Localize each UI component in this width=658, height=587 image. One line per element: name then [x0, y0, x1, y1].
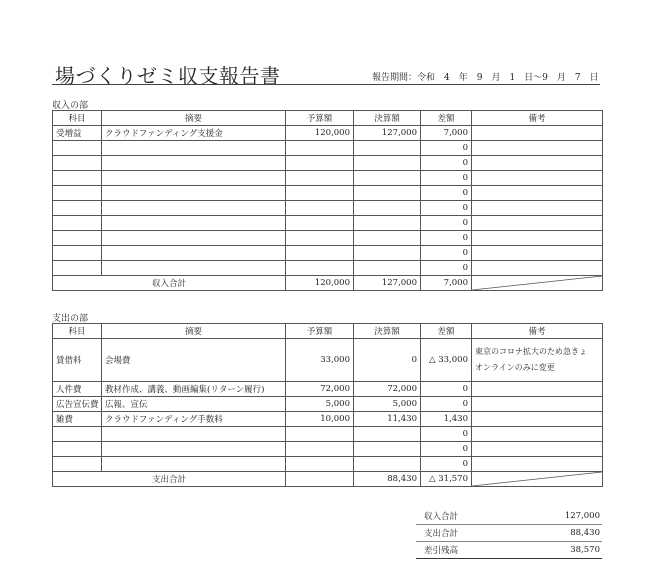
- cell-difference: 0: [421, 397, 472, 412]
- cell-difference: 0: [421, 261, 472, 276]
- cell-difference: 1,430: [421, 412, 472, 427]
- cell-account: [53, 457, 102, 472]
- cell-actual: [354, 457, 421, 472]
- table-row: [53, 442, 603, 457]
- cell-account: [53, 231, 102, 246]
- col-header-actual: 決算額: [354, 324, 421, 339]
- cell-difference: △ 33,000: [421, 339, 472, 382]
- cell-difference: 0: [421, 141, 472, 156]
- cell-difference: 0: [421, 186, 472, 201]
- income-total-actual: 127,000: [354, 276, 421, 291]
- cell-actual: 127,000: [354, 126, 421, 141]
- summary-balance-row: [416, 542, 602, 559]
- cell-budget: [286, 457, 354, 472]
- income-total-label: 収入合計: [53, 276, 286, 291]
- cell-account: [53, 186, 102, 201]
- balance-summary: [416, 508, 602, 559]
- cell-account: [53, 201, 102, 216]
- cell-budget: 120,000: [286, 126, 354, 141]
- income-section-label: 収入の部: [52, 101, 89, 111]
- cell-account: 受増益: [53, 126, 102, 141]
- cell-actual: [354, 186, 421, 201]
- cell-account: [53, 156, 102, 171]
- table-row: [53, 171, 603, 186]
- col-header-budget: 予算額: [286, 111, 354, 126]
- cell-account: [53, 141, 102, 156]
- cell-budget: [286, 246, 354, 261]
- cell-description: [102, 171, 286, 186]
- cell-account: 雑費: [53, 412, 102, 427]
- table-row: [53, 427, 603, 442]
- cell-remarks: [472, 457, 603, 472]
- cell-budget: [286, 141, 354, 156]
- report-title: 場づくりゼミ収支報告書: [55, 64, 281, 88]
- cell-difference: 0: [421, 382, 472, 397]
- cell-difference: 0: [421, 231, 472, 246]
- cell-account: [53, 246, 102, 261]
- expense-total-label: 支出合計: [53, 472, 286, 487]
- cell-remarks: [472, 246, 603, 261]
- table-row: [53, 382, 603, 397]
- cell-description: [102, 457, 286, 472]
- expense-table: [52, 323, 603, 487]
- cell-remarks: [472, 201, 603, 216]
- cell-difference: 0: [421, 457, 472, 472]
- cell-budget: [286, 186, 354, 201]
- col-header-remarks: 備考: [472, 111, 603, 126]
- cell-budget: [286, 156, 354, 171]
- cell-actual: 72,000: [354, 382, 421, 397]
- table-row: [53, 246, 603, 261]
- cell-account: 人件費: [53, 382, 102, 397]
- summary-income-row: [416, 508, 602, 525]
- table-row: [53, 261, 603, 276]
- cell-budget: [286, 442, 354, 457]
- col-header-difference: 差額: [421, 324, 472, 339]
- cell-actual: [354, 171, 421, 186]
- table-row: [53, 412, 603, 427]
- cell-remarks: [472, 126, 603, 141]
- cell-description: [102, 141, 286, 156]
- expense-header-row: [53, 324, 603, 339]
- col-header-description: 摘要: [102, 111, 286, 126]
- cell-description: [102, 216, 286, 231]
- cell-budget: [286, 201, 354, 216]
- table-row: [53, 339, 603, 382]
- cell-description: [102, 201, 286, 216]
- cell-description: [102, 261, 286, 276]
- cell-remarks: [472, 442, 603, 457]
- cell-budget: [286, 261, 354, 276]
- cell-description: 教材作成、講義、動画編集(リターン履行): [102, 382, 286, 397]
- income-total-row: [53, 276, 603, 291]
- cell-remarks: [472, 427, 603, 442]
- summary-income-label: 収入合計: [424, 512, 459, 522]
- cell-difference: 0: [421, 171, 472, 186]
- income-header-row: [53, 111, 603, 126]
- col-header-difference: 差額: [421, 111, 472, 126]
- table-row: [53, 201, 603, 216]
- cell-remarks: [472, 141, 603, 156]
- cell-description: [102, 156, 286, 171]
- cell-actual: [354, 201, 421, 216]
- cell-actual: 11,430: [354, 412, 421, 427]
- cell-actual: [354, 231, 421, 246]
- report-period: 報告期間：令和 4 年 9 月 1 日〜9 月 7 日: [372, 73, 599, 83]
- expense-total-difference: △ 31,570: [421, 472, 472, 487]
- cell-difference: 0: [421, 216, 472, 231]
- table-row: [53, 156, 603, 171]
- cell-budget: 10,000: [286, 412, 354, 427]
- cell-budget: 33,000: [286, 339, 354, 382]
- income-table: [52, 110, 603, 291]
- cell-budget: [286, 427, 354, 442]
- summary-balance-label: 差引残高: [424, 546, 459, 556]
- cell-actual: [354, 141, 421, 156]
- table-row: [53, 186, 603, 201]
- cell-actual: 5,000: [354, 397, 421, 412]
- col-header-description: 摘要: [102, 324, 286, 339]
- cell-account: 賃借料: [53, 339, 102, 382]
- col-header-remarks: 備考: [472, 324, 603, 339]
- cell-difference: 0: [421, 201, 472, 216]
- cell-remarks: [472, 156, 603, 171]
- income-total-budget: 120,000: [286, 276, 354, 291]
- cell-budget: [286, 216, 354, 231]
- col-header-account: 科目: [53, 324, 102, 339]
- cell-difference: 0: [421, 246, 472, 261]
- cell-actual: [354, 427, 421, 442]
- cell-remarks: [472, 397, 603, 412]
- cell-remarks: [472, 412, 603, 427]
- table-row: [53, 126, 603, 141]
- summary-expense-label: 支出合計: [424, 529, 459, 539]
- table-row: [53, 216, 603, 231]
- col-header-budget: 予算額: [286, 324, 354, 339]
- cell-description: [102, 442, 286, 457]
- cell-account: [53, 216, 102, 231]
- cell-remarks: [472, 186, 603, 201]
- expense-total-remarks-slash: [472, 472, 603, 487]
- cell-actual: [354, 156, 421, 171]
- income-total-difference: 7,000: [421, 276, 472, 291]
- cell-difference: 0: [421, 427, 472, 442]
- col-header-actual: 決算額: [354, 111, 421, 126]
- summary-income-value: 127,000: [564, 511, 600, 521]
- cell-remarks: 東京のコロナ拡大のため急きょ オンラインのみに変更: [472, 339, 603, 382]
- cell-description: クラウドファンディング手数料: [102, 412, 286, 427]
- table-row: [53, 231, 603, 246]
- cell-account: [53, 171, 102, 186]
- cell-actual: 0: [354, 339, 421, 382]
- cell-actual: [354, 246, 421, 261]
- cell-budget: 72,000: [286, 382, 354, 397]
- cell-description: 会場費: [102, 339, 286, 382]
- cell-budget: 5,000: [286, 397, 354, 412]
- cell-difference: 0: [421, 442, 472, 457]
- cell-description: [102, 427, 286, 442]
- cell-remarks: [472, 261, 603, 276]
- cell-description: [102, 246, 286, 261]
- summary-balance-value: 38,570: [570, 545, 600, 555]
- cell-description: [102, 231, 286, 246]
- table-row: [53, 397, 603, 412]
- summary-expense-row: [416, 525, 602, 542]
- cell-description: 広報、宣伝: [102, 397, 286, 412]
- cell-remarks: [472, 216, 603, 231]
- cell-account: [53, 442, 102, 457]
- cell-actual: [354, 216, 421, 231]
- cell-account: [53, 427, 102, 442]
- expense-total-budget: [286, 472, 354, 487]
- cell-remarks: [472, 382, 603, 397]
- cell-remarks: [472, 171, 603, 186]
- col-header-account: 科目: [53, 111, 102, 126]
- income-total-remarks-slash: [472, 276, 603, 291]
- cell-actual: [354, 442, 421, 457]
- cell-budget: [286, 231, 354, 246]
- cell-difference: 7,000: [421, 126, 472, 141]
- cell-actual: [354, 261, 421, 276]
- summary-expense-value: 88,430: [570, 528, 600, 538]
- cell-description: クラウドファンディング支援金: [102, 126, 286, 141]
- cell-account: [53, 261, 102, 276]
- cell-remarks: [472, 231, 603, 246]
- table-row: [53, 141, 603, 156]
- expense-total-row: [53, 472, 603, 487]
- cell-difference: 0: [421, 156, 472, 171]
- cell-account: 広告宣伝費: [53, 397, 102, 412]
- cell-description: [102, 186, 286, 201]
- expense-total-actual: 88,430: [354, 472, 421, 487]
- title-underline: [52, 84, 600, 85]
- table-row: [53, 457, 603, 472]
- cell-budget: [286, 171, 354, 186]
- expense-section-label: 支出の部: [52, 314, 89, 324]
